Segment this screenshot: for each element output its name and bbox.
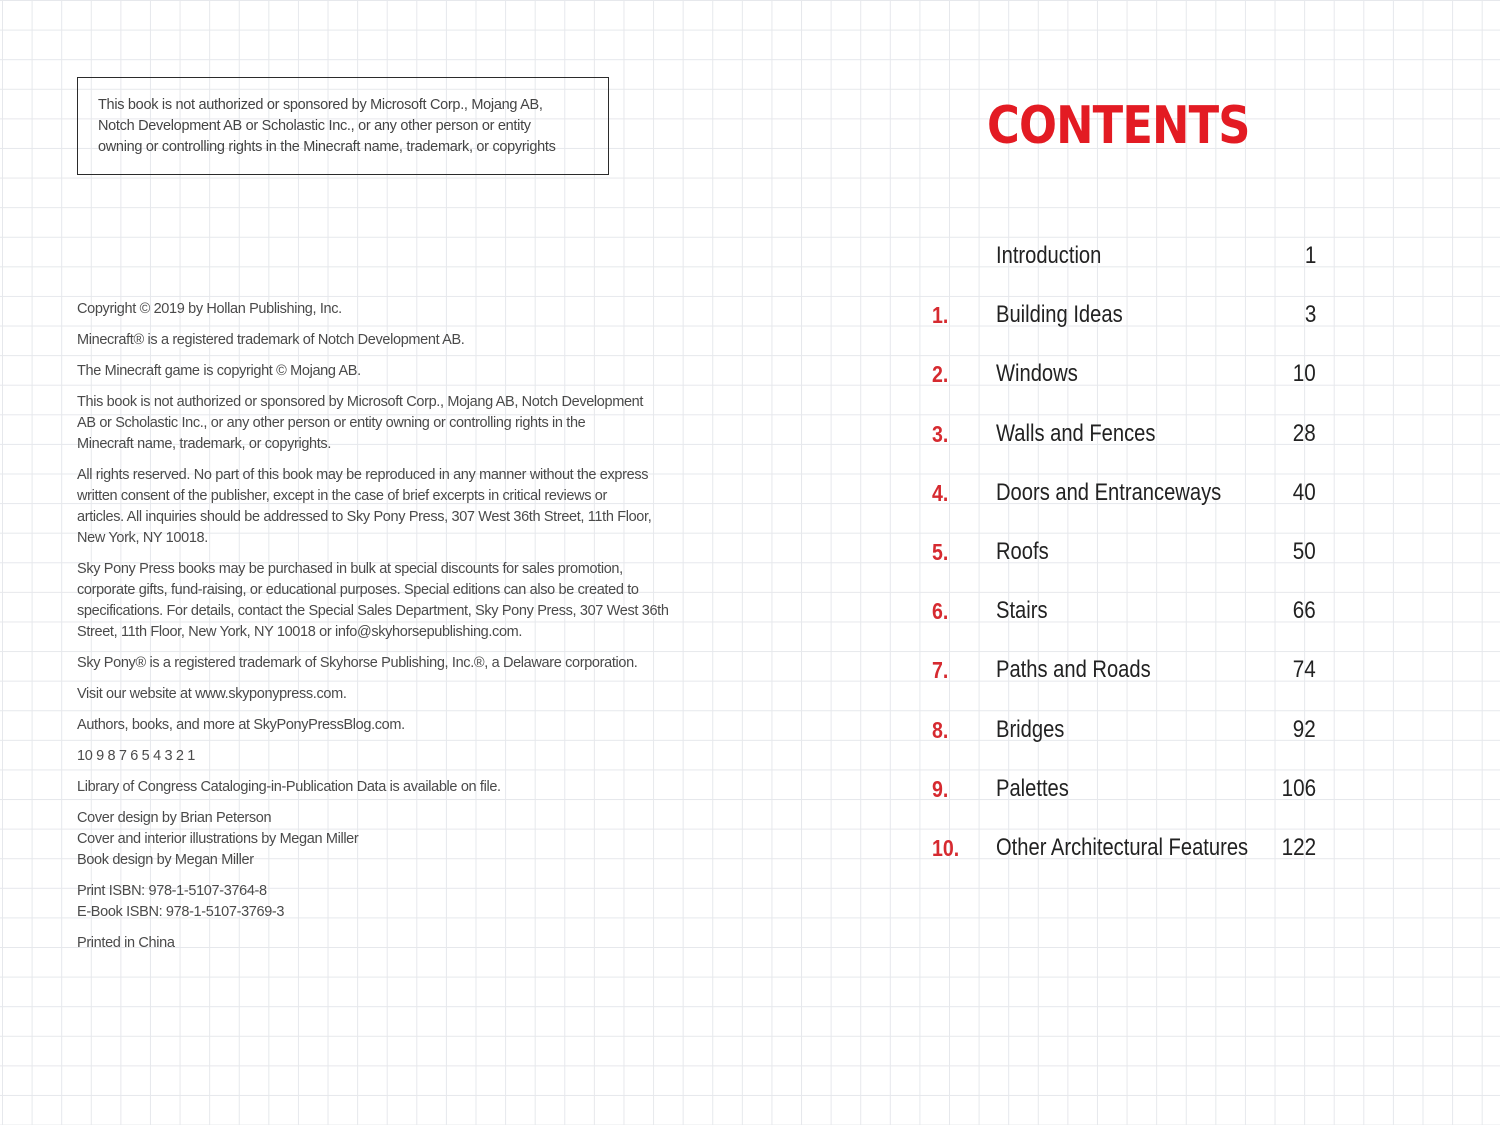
copyright-paragraph [77, 299, 687, 320]
credits-line: Cover design by Brian Peterson [77, 810, 272, 826]
toc-entry-page: 122 [1281, 833, 1316, 861]
toc-entry[interactable] [930, 592, 1320, 651]
rights-line: articles. All inquiries should be addressed to Sky Pony Press, 307 West 36th Street, 11th Floor, [77, 509, 652, 525]
toc-entry-page: 106 [1281, 774, 1316, 802]
disclaimer-box [77, 77, 609, 175]
toc-entry-title: Introduction [996, 242, 1102, 269]
website-paragraph [77, 684, 687, 705]
toc-entry-page: 74 [1293, 656, 1316, 684]
toc-entry[interactable] [930, 237, 1320, 296]
toc-entry-title: Stairs [996, 597, 1048, 625]
toc-entry-page: 28 [1293, 419, 1316, 447]
toc-entry-page: 50 [1293, 537, 1316, 565]
bulk-sales-line: specifications. For details, contact the Special Sales Department, Sky Pony Press, 307 West 36th [77, 603, 669, 619]
toc-entry[interactable] [930, 474, 1320, 533]
trademark-paragraph [77, 330, 687, 351]
isbn-line: E-Book ISBN: 978-1-5107-3769-3 [77, 904, 285, 920]
printed-in-line: Printed in China [77, 935, 175, 951]
sky-pony-trademark-paragraph [77, 653, 687, 674]
blog-line: Authors, books, and more at SkyPonyPressBlog.com. [77, 717, 405, 733]
toc-entry-page: 66 [1293, 597, 1316, 625]
toc-entry-number: 8. [932, 716, 949, 743]
isbn-line: Print ISBN: 978-1-5107-3764-8 [77, 883, 267, 899]
toc-entry-number: 2. [932, 361, 949, 388]
toc-entry-page: 40 [1293, 478, 1316, 506]
disclaimer-line: Notch Development AB or Scholastic Inc., or any other person or entity [98, 118, 531, 134]
authorization-line: Minecraft name, trademark, or copyrights. [77, 436, 331, 452]
copyright-line: Copyright © 2019 by Hollan Publishing, Inc. [77, 301, 342, 317]
cataloging-paragraph [77, 777, 687, 798]
toc-entry-title: Bridges [996, 715, 1065, 743]
toc-entry[interactable] [930, 770, 1320, 829]
contents-title: CONTENTS [987, 96, 1250, 156]
printing-line-paragraph [77, 746, 687, 767]
toc-entry-title: Other Architectural Features [996, 833, 1249, 861]
toc-entry-number: 1. [932, 302, 949, 329]
rights-line: All rights reserved. No part of this book may be reproduced in any manner without the express [77, 467, 649, 483]
authorization-line: AB or Scholastic Inc., or any other person or entity owning or controlling rights in the [77, 415, 586, 431]
toc-entry-title: Paths and Roads [996, 656, 1151, 684]
toc-entry-number: 6. [932, 598, 949, 625]
toc-entry[interactable] [930, 829, 1320, 888]
copyright-block [77, 299, 687, 964]
toc-entry[interactable] [930, 296, 1320, 355]
isbn-paragraph [77, 881, 687, 923]
toc-entry-number: 10. [932, 834, 960, 861]
toc-entry-title: Doors and Entranceways [996, 478, 1222, 506]
printing-number-line: 10 9 8 7 6 5 4 3 2 1 [77, 748, 195, 764]
toc-entry-page: 92 [1293, 715, 1316, 743]
website-line: Visit our website at www.skyponypress.com. [77, 686, 347, 702]
rights-line: New York, NY 10018. [77, 530, 208, 546]
toc-entry[interactable] [930, 711, 1320, 770]
rights-paragraph [77, 465, 687, 549]
cataloging-line: Library of Congress Cataloging-in-Publication Data is available on file. [77, 779, 501, 795]
toc-entry[interactable] [930, 533, 1320, 592]
toc-entry-page: 3 [1304, 301, 1316, 329]
toc-entry-number: 5. [932, 538, 949, 565]
toc-entry-number: 9. [932, 775, 949, 802]
toc-entry-number: 7. [932, 657, 949, 684]
game-copyright-paragraph [77, 361, 687, 382]
toc-entry-page: 10 [1293, 360, 1316, 388]
trademark-line: Minecraft® is a registered trademark of Notch Development AB. [77, 332, 465, 348]
toc-entry-title: Palettes [996, 774, 1069, 802]
authorization-line: This book is not authorized or sponsored by Microsoft Corp., Mojang AB, Notch Development [77, 394, 644, 410]
game-copyright-line: The Minecraft game is copyright © Mojang AB. [77, 363, 361, 379]
toc-entry-title: Walls and Fences [996, 419, 1156, 447]
credits-line: Book design by Megan Miller [77, 852, 254, 868]
disclaimer-line: owning or controlling rights in the Minecraft name, trademark, or copyrights [98, 139, 556, 155]
toc-entry-title: Building Ideas [996, 301, 1123, 329]
toc-entry[interactable] [930, 651, 1320, 710]
rights-line: written consent of the publisher, except in the case of brief excerpts in critical reviews or [77, 488, 607, 504]
blog-paragraph [77, 715, 687, 736]
toc-entry-title: Roofs [996, 537, 1049, 565]
toc-entry-page: 1 [1304, 242, 1316, 269]
credits-paragraph [77, 808, 687, 871]
toc-entry-number: 4. [932, 479, 949, 506]
toc-entry-number: 3. [932, 420, 949, 447]
authorization-paragraph [77, 392, 687, 455]
credits-line: Cover and interior illustrations by Megan Miller [77, 831, 359, 847]
bulk-sales-paragraph [77, 559, 687, 643]
bulk-sales-line: Street, 11th Floor, New York, NY 10018 or info@skyhorsepublishing.com. [77, 624, 523, 640]
bulk-sales-line: Sky Pony Press books may be purchased in bulk at special discounts for sales promotion, [77, 561, 623, 577]
disclaimer-line: This book is not authorized or sponsored by Microsoft Corp., Mojang AB, [98, 97, 543, 113]
contents-list [930, 237, 1320, 888]
toc-entry[interactable] [930, 355, 1320, 414]
printed-in-paragraph [77, 933, 687, 954]
toc-entry-title: Windows [996, 360, 1078, 388]
bulk-sales-line: corporate gifts, fund-raising, or educational purposes. Special editions can also be created to [77, 582, 639, 598]
sky-pony-trademark-line: Sky Pony® is a registered trademark of Skyhorse Publishing, Inc.®, a Delaware corporation. [77, 655, 638, 671]
toc-entry[interactable] [930, 415, 1320, 474]
